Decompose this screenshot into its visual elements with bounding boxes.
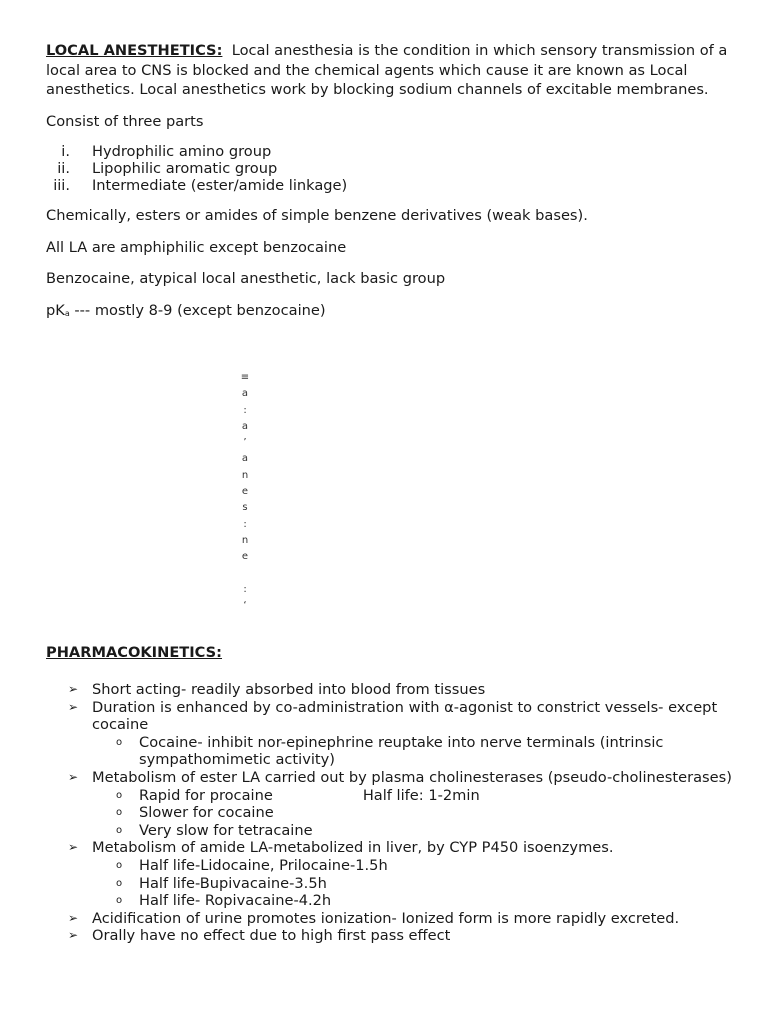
sub-list-item [92,734,746,769]
list-item-text: Duration is enhanced by co-administration with α-agonist to constrict vessels- except cocaine [92,698,718,734]
artifact-glyph: a [241,453,249,465]
circle-bullet-icon: o [116,859,123,871]
circle-bullet-icon: o [116,807,123,819]
artifact-glyph: e [241,551,249,563]
list-item-text: Short acting- readily absorbed into blood from tissues [92,681,486,698]
section-heading-pharmacokinetics: PHARMACOKINETICS: [46,644,223,661]
clipped-text-artifact [240,370,250,614]
circle-bullet-icon: o [116,824,123,836]
intro-text: Local anesthesia is the condition in which sensory transmission of a local area to CNS is blocked and the chemical agents which cause it are known as Local anesthetics. Local anesthetics work by blocking sodium channels of excitable membranes. [46,42,728,98]
sub-list [92,787,746,840]
list-item-text: Hydrophilic amino group [92,143,272,160]
parts-list [46,143,746,194]
arrow-bullet-icon: ➢ [68,928,79,943]
arrow-bullet-icon: ➢ [68,682,79,696]
pka-paragraph [46,301,746,324]
sub-list-item-text: Half life- Ropivacaine-4.2h [139,892,332,910]
list-item [46,839,746,909]
circle-bullet-icon: o [116,789,123,801]
pka-symbol: pK [46,301,65,319]
list-item [46,910,746,928]
pharmacokinetics-section [46,643,746,945]
list-item [46,769,746,839]
arrow-bullet-icon: ➢ [68,699,79,714]
pharmacokinetics-list [46,681,746,945]
artifact-glyph: s [242,502,248,514]
section-heading-local-anesthetics: LOCAL ANESTHETICS: [46,42,223,59]
intro-paragraph [46,41,746,100]
roman-numeral: ii. [57,160,70,177]
sub-list-item [92,822,746,840]
list-item [46,143,746,160]
pka-subscript: a [64,308,70,318]
list-item-text: Intermediate (ester/amide linkage) [92,177,348,194]
list-item [46,160,746,177]
sub-list-item [92,787,746,805]
artifact-glyph: a [241,388,249,400]
artifact-glyph [240,566,250,582]
artifact-glyph: n [241,469,249,481]
artifact-glyph: a [241,420,249,432]
sub-list-item-text: Slower for cocaine [139,804,274,822]
list-item-text: Acidification of urine promotes ionization- Ionized form is more rapidly excreted. [92,909,680,927]
sub-list-item-text: Cocaine- inhibit nor-epinephrine reuptake into nerve terminals (intrinsic sympathomimetic activity) [139,733,664,769]
list-item-text: Lipophilic aromatic group [92,160,278,177]
artifact-glyph: ≡ [240,372,250,383]
sub-list [92,734,746,769]
pka-text: --- mostly 8-9 (except benzocaine) [69,301,326,319]
sub-list-item [92,892,746,910]
list-item [46,177,746,194]
sub-list-item-text: Half life-Bupivacaine-3.5h [139,874,327,892]
chem-paragraph: Chemically, esters or amides of simple benzene derivatives (weak bases). [46,207,588,224]
artifact-glyph: : [243,518,247,530]
list-item-text: Orally have no effect due to high first pass effect [92,927,451,945]
benzocaine-paragraph: Benzocaine, atypical local anesthetic, lack basic group [46,270,446,287]
artifact-glyph: : [243,583,247,595]
artifact-glyph: ’ [243,437,247,449]
sub-list-item-text: Rapid for procaine [139,786,273,804]
sub-list [92,857,746,910]
roman-numeral: iii. [53,177,70,194]
arrow-bullet-icon: ➢ [68,910,79,925]
sub-list-item-text: Very slow for tetracaine [139,821,313,839]
circle-bullet-icon: o [116,736,123,748]
sub-list-item [92,875,746,893]
list-item [46,927,746,945]
list-item-text: Metabolism of amide LA-metabolized in liver, by CYP P450 isoenzymes. [92,839,614,857]
circle-bullet-icon: o [116,877,123,889]
list-item [46,699,746,769]
half-life-note: Half life: 1-2min [362,786,480,804]
list-item [46,681,746,699]
roman-numeral: i. [61,143,70,160]
artifact-glyph: ‘ [243,600,247,612]
arrow-bullet-icon: ➢ [68,840,79,855]
arrow-bullet-icon: ➢ [68,769,79,784]
list-item-text: Metabolism of ester LA carried out by plasma cholinesterases (pseudo-cholinesterases) [92,768,732,786]
sub-list-item [92,804,746,822]
sub-list-item-text: Half life-Lidocaine, Prilocaine-1.5h [139,856,388,874]
artifact-glyph: n [241,534,249,546]
amphiphilic-paragraph: All LA are amphiphilic except benzocaine [46,238,347,256]
artifact-glyph: : [243,404,247,416]
parts-lead: Consist of three parts [46,112,204,130]
document-page [46,41,746,335]
circle-bullet-icon: o [116,895,123,907]
artifact-glyph: e [241,486,249,498]
sub-list-item [92,857,746,875]
